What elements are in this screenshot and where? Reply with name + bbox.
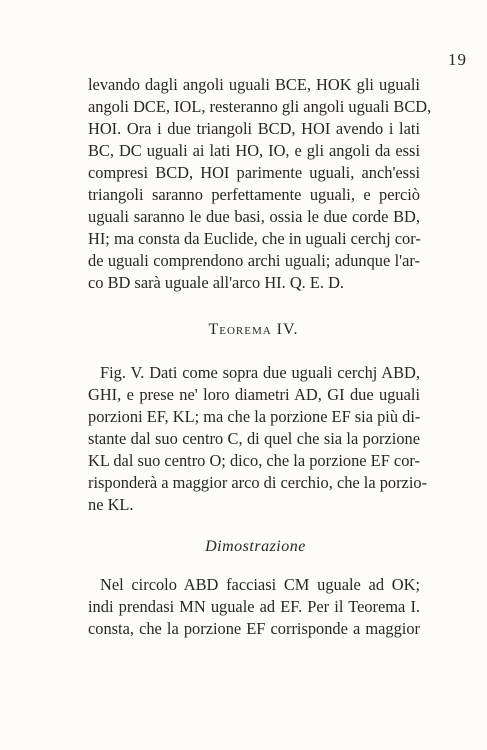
page-number: 19	[448, 50, 467, 69]
text-line: consta, che la porzione EF corrisponde a maggior	[88, 619, 420, 638]
text-line: Fig. V. Dati come sopra due uguali cerchj ABD,	[100, 363, 420, 382]
text-line: Nel circolo ABD facciasi CM uguale ad OK;	[100, 575, 420, 594]
text-line: angoli DCE, IOL, resteranno gli angoli uguali BCD,	[88, 97, 432, 116]
text-line: compresi BCD, HOI parimente uguali, anch'essi	[88, 163, 420, 182]
text-line: KL dal suo centro O; dico, che la porzione EF cor-	[88, 451, 420, 470]
text-line: BC, DC uguali ai lati HO, IO, e gli angoli da essi	[88, 141, 420, 160]
text-line: porzioni EF, KL; ma che la porzione EF sia più di-	[88, 407, 421, 426]
text-line: GHI, e prese ne' loro diametri AD, GI due uguali	[88, 385, 420, 404]
text-line: stante dal suo centro C, di quel che sia la porzione	[88, 429, 420, 448]
text-line: levando dagli angoli uguali BCE, HOK gli uguali	[88, 75, 420, 94]
text-line: ne KL.	[88, 495, 134, 514]
text-line: HI; ma consta da Euclide, che in uguali cerchj cor-	[88, 229, 421, 248]
text-line: triangoli saranno perfettamente uguali, e perciò	[88, 185, 420, 204]
text-line: indi prendasi MN uguale ad EF. Per il Teorema I.	[88, 597, 420, 616]
text-line: co BD sarà uguale all'arco HI. Q. E. D.	[88, 273, 345, 292]
proof-heading: Dimostrazione	[205, 538, 306, 555]
theorem-heading: Teorema IV.	[208, 321, 299, 338]
text-line: uguali saranno le due basi, ossia le due corde BD,	[88, 207, 420, 226]
text-line: HOI. Ora i due triangoli BCD, HOI avendo i lati	[88, 119, 420, 138]
text-line: de uguali comprendono archi uguali; adunque l'ar-	[88, 251, 420, 270]
text-line: risponderà a maggior arco di cerchio, che la porzio-	[88, 473, 428, 492]
